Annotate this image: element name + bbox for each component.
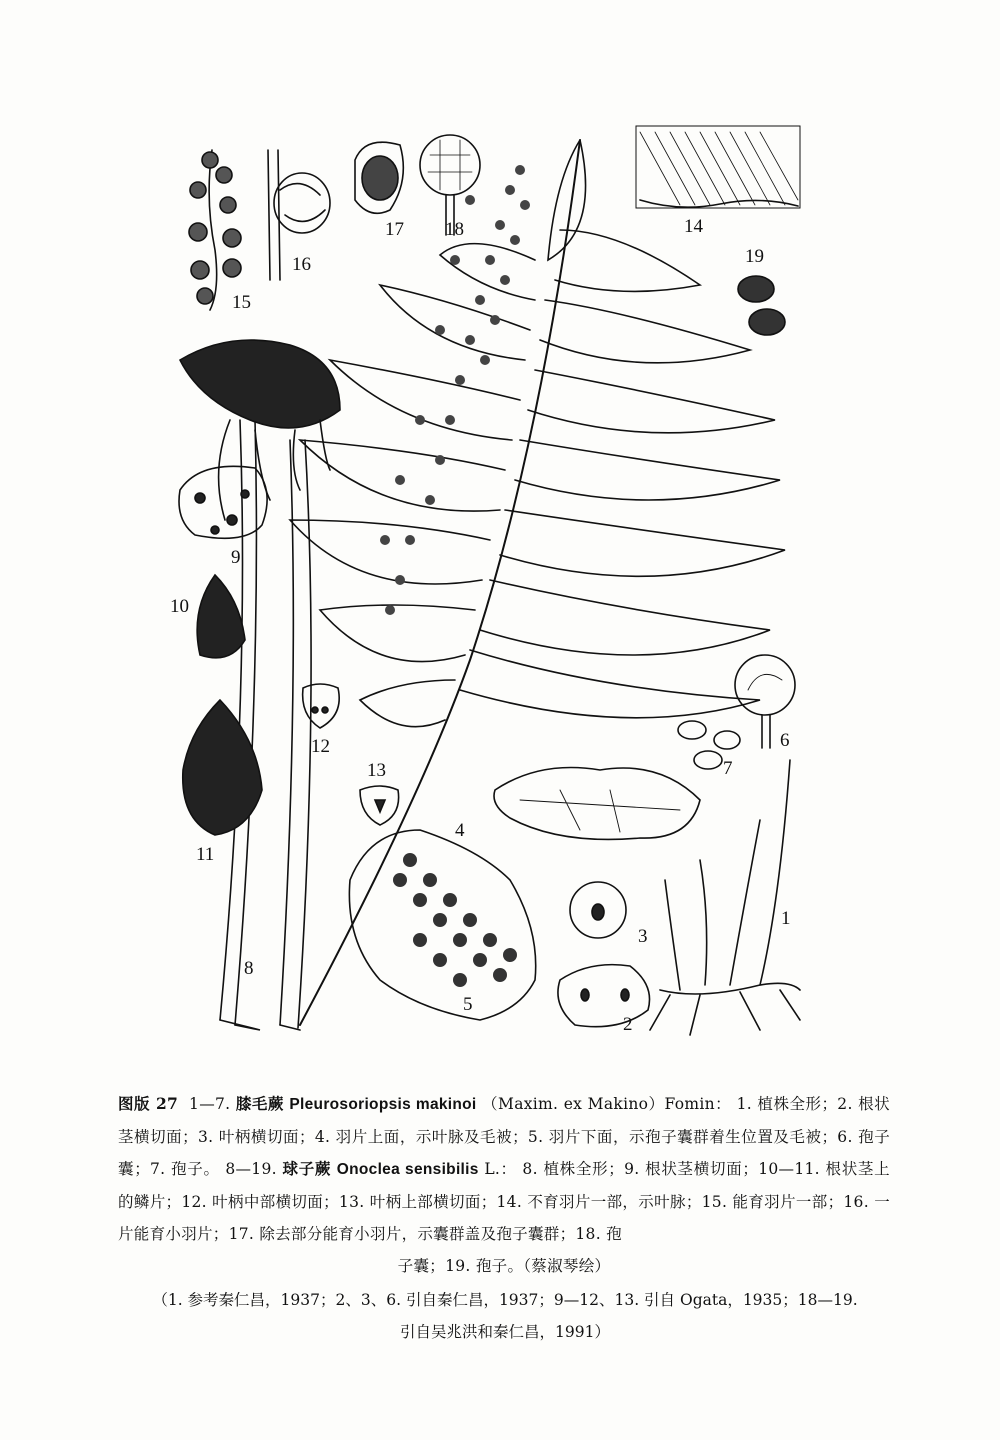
figure-label-8: 8 [244, 958, 254, 979]
species-2-latin: Onoclea sensibilis [336, 1161, 479, 1178]
figure-label-12: 12 [311, 736, 330, 757]
figure-2-rhizome-section [558, 965, 650, 1027]
range-2: 8—19. [225, 1160, 277, 1178]
items-2-end: 子囊；19. 孢子。（蔡淑琴绘） [397, 1257, 611, 1275]
figure-17-sori [355, 142, 403, 213]
figure-label-14: 14 [684, 216, 703, 237]
figure-10-scale [197, 575, 245, 658]
species-2-author: L.： [484, 1160, 517, 1178]
figure-3-petiole-section [570, 882, 626, 938]
figure-label-5: 5 [463, 994, 473, 1015]
sources-line-2: 引自吴兆洪和秦仁昌，1991） [400, 1323, 610, 1341]
figure-label-15: 15 [232, 292, 251, 313]
sterile-frond [290, 140, 785, 1025]
figure-label-16: 16 [292, 254, 311, 275]
plate-caption [118, 1088, 890, 1282]
figure-19-spores [738, 276, 785, 335]
figure-1-whole-plant [650, 760, 800, 1035]
rhizome [180, 340, 340, 520]
figure-15-fertile-pinna [189, 150, 241, 310]
plate-label: 图版 27 [118, 1094, 179, 1113]
figure-label-2: 2 [623, 1014, 633, 1035]
figure-label-17: 17 [385, 219, 404, 240]
figure-9-rhizome-section [179, 466, 267, 538]
figure-label-18: 18 [445, 219, 464, 240]
sources-line-1: （1. 参考秦仁昌，1937；2、3、6. 引自秦仁昌，1937；9—12、13. 引自 Ogata，1935；18—19. [152, 1291, 858, 1309]
figure-label-13: 13 [367, 760, 386, 781]
figure-4-pinna-upper [494, 768, 700, 840]
range-1: 1—7. [189, 1095, 231, 1113]
figure-11-scale [183, 700, 262, 835]
figure-label-3: 3 [638, 926, 648, 947]
figure-13-petiole-section [360, 786, 399, 825]
figure-label-11: 11 [196, 844, 215, 865]
figure-14-venation [636, 126, 800, 208]
species-2-cn: 球子蕨 [282, 1159, 332, 1178]
figure-label-19: 19 [745, 246, 764, 267]
species-1-author: （Maxim. ex Makino）Fomin： [482, 1095, 732, 1113]
caption-sources [140, 1284, 870, 1348]
figure-5-pinna-lower [349, 830, 535, 1020]
figure-label-10: 10 [170, 596, 189, 617]
items-1: 1. 植株全形；2. 根状茎横切面；3. 叶柄横切面；4. 羽片上面，示叶脉及毛被；5. 羽片下面，示孢子囊群着生位置及毛被；6. 孢子囊；7. 孢子。 [118, 1095, 890, 1178]
species-1-latin: Pleurosoriopsis makinoi [289, 1096, 477, 1113]
figure-label-1: 1 [781, 908, 791, 929]
species-1-cn: 膝毛蕨 [235, 1094, 284, 1113]
figure-label-7: 7 [723, 758, 733, 779]
figure-12-petiole-section [303, 684, 340, 728]
figure-label-4: 4 [455, 820, 465, 841]
figure-label-9: 9 [231, 547, 241, 568]
items-2: 8. 植株全形；9. 根状茎横切面；10—11. 根状茎上的鳞片；12. 叶柄中部横切面；13. 叶柄上部横切面；14. 不育羽片一部，示叶脉；15. 能育羽片一部；16. 一片能育小羽片；17. 除去部分能育小羽片，示囊群盖及孢子囊群；18. 孢 [118, 1160, 890, 1243]
figure-label-6: 6 [780, 730, 790, 751]
